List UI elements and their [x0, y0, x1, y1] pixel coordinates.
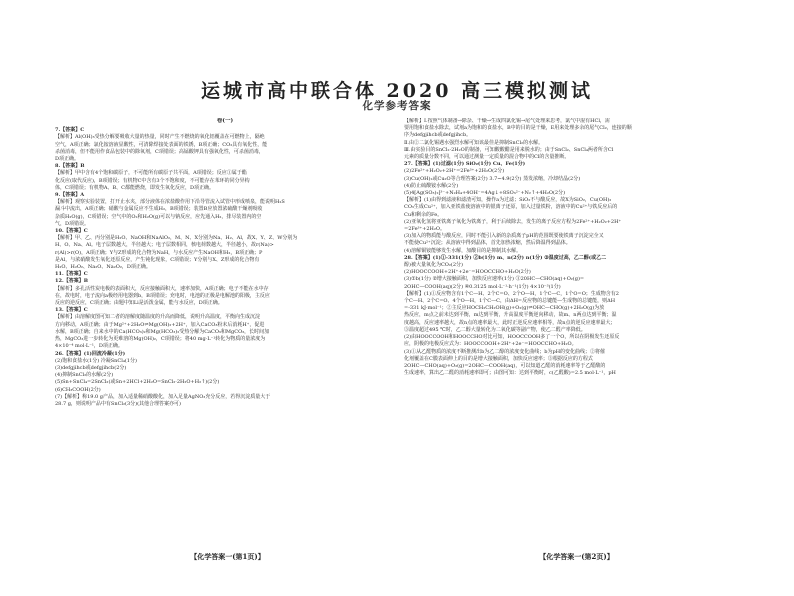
right-line: 【解析】(1)由得到滤液和滤渣可知，操作a为过滤；SiO₂不与酸反应，故X为SiO₂，Cu(OH)₂ — [404, 197, 612, 204]
right-line: 化剂覆盖在C膜表面伸上的目的是增大接触面积，加快反应速率；③根据反应的方程式 — [404, 355, 593, 362]
left-line: 反应的逆反应，C项正确；由题中知Li是活泼金属，能与水反应，D项正确。 — [55, 300, 223, 307]
footer-page-1: 【化学答案一(第1页)】 — [190, 552, 265, 561]
right-line: =-331 kJ·mol⁻¹；②主反应HOCH₂CH₂OH(g)+O₂(g)⇌OHC—CHO(g)+2H₂O(g)为放 — [404, 305, 605, 312]
right-line: (5)4[Ag(SO₃)₂]³⁻+N₂H₄+4OH⁻=4Ag↓+8SO₃²⁻+N₂↑+4H₂O(2分) — [404, 190, 566, 197]
right-line: (3)①b(1分) ②增大接触面积，加快反应速率(1分) ③20HC—CHO(aq)+O₂(g)= — [404, 276, 585, 283]
left-line: 9.【答案】A — [55, 192, 85, 199]
left-line: 26.【答案】(1)回流冷凝(1分) — [55, 350, 126, 357]
right-line: CO₃生成Cu²⁺，加入亚铁盐使溶液中的银离子还原，加入过量铁粉，溶液中的Cu²⁺与铁反应后的 — [404, 204, 618, 211]
left-lines — [55, 127, 400, 408]
right-line: 应，阴极的电极反应式为：HOOCCOOH+2H⁺+2e⁻=HOOCCHO+H₂O。 — [404, 341, 577, 348]
right-line: (3)Cu(OH)₂或Cu₂O等合理答案(2分) 3.7~4.9(2分) 蒸发浓缩，冷却结晶(2分) — [404, 175, 581, 182]
left-line: 【解析】多孔活性炭电极的表面积大，反应接触面积大，速率加快，A项正确；电子不能在水中存 — [55, 285, 269, 292]
left-line: 化反应(取代反应)，B项错误；有机物C中含有3个不饱和度，不可能存在苯环的同分异构 — [55, 177, 250, 184]
left-line: (3)defgjihcb或defgjihcb(2分) — [55, 364, 127, 371]
left-line: 气，D项错误。 — [55, 220, 90, 227]
right-line: 热反应，m点之前未达到平衡，m达到平衡，升高温度平衡逆向移动，故m、n两点达到平衡；温 — [404, 312, 617, 319]
left-line: 水解，B项正确；自来水中的Ca(HCO₃)₂和Mg(HCO₃)₂受热分解为CaCO₃和MgCO₃，长时间加 — [55, 328, 270, 335]
right-line: (3)①从乙醛物质的浓度不断推测出b为乙二醇的浓度变化曲线；b为pH的变化曲线；②将催 — [404, 348, 606, 355]
left-line: 【解析】观察实验装置，打开止水夹，部分液体在浓盐酸作用下沿导管流入试管中形成喷泉，能说明H₂S — [55, 199, 285, 206]
right-line: ③温度超过495 ℃时，乙二醇大量转化为二氧化碳等副产物，使乙二醛产率降低。 — [404, 326, 586, 333]
right-line: 27.【答案】(1)过滤(1分) SiO₂(1分) Cu、Fe(1分) — [404, 161, 526, 168]
right-line: 序为defgjihcb或defgjihcb。 — [404, 132, 472, 139]
volume-label-text: 卷(一) — [216, 118, 234, 124]
left-line: (4)抑制SnCl₂的水解(2分) — [55, 372, 114, 379]
right-lines — [404, 118, 749, 377]
right-line: 不能使Cu²⁺沉淀；从溶液中得到晶体，首先加热浓缩，然后降温得到晶体。 — [404, 240, 571, 247]
left-line: 杀菌消毒，但不能用作食品包装中的除氧剂，C项错误；高锰酸钾具有强氧化性，可杀菌消毒， — [55, 148, 264, 155]
right-line: 生成速率，算出乙二醛的消耗速率即可；由图可知：达到平衡时，c(乙醛酸)=2.5 mol·L⁻¹，pH — [404, 370, 616, 377]
left-line: r(Al)>r(O)，A项正确；Y与Z形成的化合物为NaH，与水反应产生NaOH和H₂，B项正确；P — [55, 249, 263, 256]
right-line: =2Fe³⁺+2H₂O。 — [404, 226, 446, 233]
left-line: 11.【答案】C — [55, 271, 88, 278]
left-line: 热，MgCO₃进一步转化为更难溶的Mg(OH)₂，C项错误；将40 mg·L⁻¹转化为物质的量浓度为 — [55, 336, 266, 343]
left-line: 8.【答案】B — [55, 163, 85, 170]
left-column — [55, 118, 400, 550]
right-line: (3)加入的物质能与酸反应，同时不能引入新的杂质离子pH的范围既要使铁离子沉淀完全又 — [404, 233, 604, 240]
left-line: (2)饱和食盐水(1分) 冷凝SnCl₄(1分) — [55, 357, 137, 364]
right-line: (2)由HOOCCOOH和HOOCCHO对比可知，HOOCCOOH多了一个O，所以在阴极发生还原反 — [404, 334, 620, 341]
right-line: 个C—H、2个C=O、4个O—H，1个C—C，由ΔH=反应物的总键能—生成物的总键能，则ΔH — [404, 298, 616, 305]
left-line: 【解析】甲中含有4个饱和碳原子，不可能所有碳原子共平面，A项错误；反应①属于酯 — [55, 170, 247, 177]
right-line: (2)亚氧化氢将亚铁离子氧化为铁离子，利于后续除去，发生的离子反应方程为2Fe²⁺+H₂O₂+2H⁺ — [404, 218, 622, 225]
volume-label — [195, 118, 255, 125]
right-line: (4)防止硫酸铵水解(2分) — [404, 182, 459, 189]
right-line: 元素的质量分数不同，可以通过测量一定质量的混合物中的Cl的含量推断。 — [404, 154, 570, 161]
right-line: 28.【答案】(1)①-331(1分) ②b(1分) m、n(2分) n(1分) ③温度过高，乙二醇(或乙二 — [404, 254, 607, 261]
right-line: 【解析】(1)①反应物含有1个C—H、2个C=O、2个O—H，1个C—C，1个O=O；生成物含有2 — [404, 290, 619, 297]
right-line: Cu和剩余的Fe。 — [404, 211, 443, 218]
left-line: 是Al，与浓硝酸发生氧化还原反应，产生钝化现象，C项错误；Y分别与X、Z形成的化合物有 — [55, 256, 260, 263]
left-line: 4×10⁻⁴ mol·L⁻¹，D项正确。 — [55, 343, 123, 350]
right-line: (2)2Fe²⁺+H₂O₂+2H⁺=2Fe³⁺+2H₂O(2分) — [404, 168, 505, 175]
right-line: 2OHC—COOH(aq)(2分) ④0.3125 mol·L⁻¹·h⁻¹(1分) 4×10⁻³(1分) — [404, 283, 561, 290]
left-line: 漏斗中流出，A项正确；硝酸与金属反应不生成H₂，B项错误；装置B应放置浓硫酸干燥剂吸收 — [55, 206, 263, 213]
page-title: 运城市高中联合体 2020 高三模拟测试 — [200, 80, 594, 102]
page-subtitle: 化学参考答案 — [362, 100, 432, 112]
right-line: 2OHC—CHO(aq)+O₂(g)=2OHC—COOH(aq)，可以知道乙醛的消耗速率等于乙醛酸的 — [404, 362, 606, 369]
footer-page-2: 【化学答案一(第2页)】 — [539, 552, 614, 561]
left-line: 在，故电时，电子流向a极经用电器到b，B项错误；充电时，电池的正极是电解池的阳极，主反应 — [55, 292, 270, 299]
right-line: 度越高，反应速率越大，故n点的速率最大，此时正逆反应速率相等，故n点的逆反应速率最大； — [404, 319, 616, 326]
left-line: 【解析】Al(OH)₃受热分解要吸收大量的热量，同时产生不燃烧的氧化铝覆盖在可燃物上，隔绝 — [55, 134, 265, 141]
right-line: (2)HOOCCOOH+2H⁺+2e⁻=HOOCCHO+H₂O(2分) — [404, 269, 531, 276]
left-line: 【解析】由溶解度图可知二者的溶解度随温度的升高而降低，说明升高温度，平衡向生成沉淀 — [55, 314, 261, 321]
left-line: 方向移动，A项正确；由于Mg²⁺+2H₂O⇌Mg(OH)₂+2H⁺，加入CaCO₃粉末后消耗H⁺，促进 — [55, 321, 265, 328]
right-line: 【解析】Ⅰ.按照气体制备→除杂、干燥→生成四氯化锡→尾气处理来思考，氯气中混有HCl，需 — [404, 118, 610, 124]
left-line: H、O、Na、Al。电子层数越大，半径越大；电子层数相同，核电荷数越大，半径越小，故r(Na)> — [55, 242, 274, 249]
left-line: D项正确。 — [55, 156, 80, 163]
left-line: 10.【答案】C — [55, 228, 88, 235]
right-line: Ⅱ.由②二氯化锡遇水强烈水解可知该最佳是抑制SnCl₂的水解。 — [404, 139, 544, 146]
left-line: (7)【解析】称19.0 g产品，加入适量稀硝酸酸化，加入足量AgNO₃充分反应，若得沉淀质量大于 — [55, 393, 271, 400]
right-line: Ⅲ.由实验目的SnCl₂·2H₂O的制备，可知酸酸醋是用来脱水的；由于SnCl₂、SnCl₄两者所含Cl — [404, 146, 614, 153]
left-line: H₂O、H₂O₂、Na₂O、Na₂O₂，D项正确。 — [55, 264, 151, 271]
left-line: (5)Sn+SnCl₄=2SnCl₂(或Sn+2HCl+2H₂O=SnCl₂·2H₂O+H₂↑)(2分) — [55, 379, 220, 386]
left-line: 13.【答案】C — [55, 307, 88, 314]
left-line: 体，C项错误；有机物A、B、C都能燃烧，即发生氧化反应，D项正确。 — [55, 184, 214, 191]
left-line: 【解析】甲、乙、丙分别是H₂O、NaOH和NaAlO₂，M、N、X分别为Na、H₂、Al，故X、Y、Z、W分别为 — [55, 235, 298, 242]
left-line: 28.7 g，则说明产品中有SnCl₂(3分)(其他合理答案亦可) — [55, 400, 181, 407]
left-line: 空气，A项正确；氯化铵溶液显酸性，可清除焊接处表面的铁锈，B项正确；CO₂具有氧化性，能 — [55, 141, 268, 148]
right-line: (4)溶解铜铵能够发生水解，加酸目的是抑制其水解。 — [404, 247, 522, 254]
left-line: 12.【答案】B — [55, 278, 88, 285]
right-column — [404, 118, 749, 550]
right-line: 要用饱和食盐水除去，试剂a为饱和的食盐水，B中的目的是干燥，E用来处理多余的尾气Cl₂，连接的顺 — [404, 125, 632, 132]
left-line: (6)CH₃COOH(2分) — [55, 386, 101, 393]
left-line: 7.【答案】C — [55, 127, 85, 134]
left-line: 杂质H₂O(g)，C项错误；空气中的O₂和H₂O(g)可以与钠反应，应先通入H₂，排尽装置内的空 — [55, 213, 262, 220]
right-line: 醇)被大量氧化为CO₂(2分) — [404, 262, 463, 269]
